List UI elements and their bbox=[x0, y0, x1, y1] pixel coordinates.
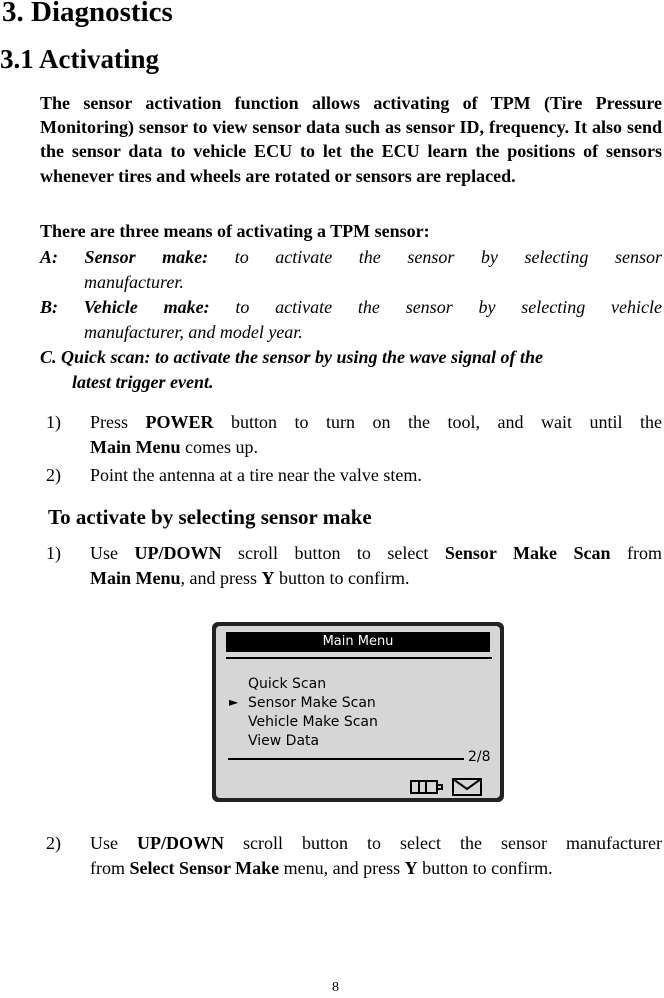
step-text: from bbox=[90, 858, 130, 878]
step-antenna bbox=[46, 463, 662, 488]
option-b-text: to activate the sensor by selecting vehicle bbox=[209, 297, 662, 317]
selection-arrow-icon: ► bbox=[229, 695, 239, 709]
step-text: comes up. bbox=[180, 437, 258, 457]
step-text: from bbox=[610, 543, 663, 563]
option-a-key: A: Sensor make: bbox=[40, 247, 209, 267]
menu-item-view-data[interactable]: View Data bbox=[248, 733, 320, 749]
option-c bbox=[40, 345, 662, 395]
step-text: Point the antenna at a tire near the valve stem. bbox=[90, 465, 422, 485]
option-c-text-cont: latest trigger event. bbox=[72, 372, 214, 392]
step-text: scroll button to select bbox=[221, 543, 445, 563]
screen-display bbox=[216, 626, 500, 798]
step-text: button to confirm. bbox=[274, 568, 410, 588]
section-heading: 3.1 Activating bbox=[0, 44, 159, 74]
page-number: 8 bbox=[332, 980, 339, 995]
step-number: 2) bbox=[46, 465, 61, 485]
step-text: button to turn on the tool, and wait until the bbox=[213, 412, 662, 432]
divider bbox=[226, 657, 492, 659]
step-text: menu, and press bbox=[279, 858, 405, 878]
step-text-bold: Sensor Make Scan bbox=[444, 543, 611, 563]
option-c-text: to activate the sensor by using the wave signal of the bbox=[150, 347, 544, 367]
menu-item-sensor-make-scan[interactable]: Sensor Make Scan bbox=[248, 695, 376, 711]
step-text: Use bbox=[90, 833, 138, 853]
step-text-bold: UP/DOWN bbox=[137, 833, 225, 853]
option-a-text-cont: manufacturer. bbox=[84, 272, 184, 292]
step-text-bold: Select Sensor Make bbox=[129, 858, 280, 878]
step-text: scroll button to select the sensor manufacturer bbox=[224, 833, 662, 853]
divider bbox=[228, 758, 464, 760]
step-number: 1) bbox=[46, 412, 61, 432]
battery-icon bbox=[410, 780, 438, 794]
step-number: 2) bbox=[46, 833, 61, 853]
step-text-bold: Y bbox=[261, 568, 275, 588]
option-b-key: B: Vehicle make: bbox=[40, 297, 210, 317]
step-text-bold: Main Menu bbox=[90, 437, 181, 457]
option-c-key: C. Quick scan: bbox=[40, 347, 151, 367]
step-text-bold: Main Menu bbox=[90, 568, 181, 588]
step-text: button to confirm. bbox=[417, 858, 553, 878]
step-number: 1) bbox=[46, 543, 61, 563]
step-text-bold: POWER bbox=[145, 412, 214, 432]
step-select-scan bbox=[46, 541, 662, 591]
page-heading: 3. Diagnostics bbox=[2, 0, 173, 28]
step-text: Press bbox=[90, 412, 146, 432]
menu-item-quick-scan[interactable]: Quick Scan bbox=[248, 676, 327, 692]
step-select-manufacturer bbox=[46, 831, 662, 881]
option-a-text: to activate the sensor by selecting sensor bbox=[208, 247, 663, 267]
step-power bbox=[46, 410, 662, 460]
step-text: Use bbox=[90, 543, 135, 563]
page-indicator: 2/8 bbox=[468, 749, 491, 765]
step-text-bold: UP/DOWN bbox=[134, 543, 222, 563]
battery-tip bbox=[438, 784, 443, 790]
mail-icon bbox=[452, 778, 482, 796]
step-text: , and press bbox=[180, 568, 262, 588]
intro-paragraph: The sensor activation function allows activating of TPM (Tire Pressure Monitoring) sensor to view sensor data such as sensor ID, frequency. It also send the sensor data to vehicle ECU to let the ECU learn the positions of sensors whenever tires and wheels are rotated or sensors are replaced. bbox=[40, 93, 662, 186]
subsection-title: To activate by selecting sensor make bbox=[48, 505, 372, 529]
option-b bbox=[40, 295, 662, 345]
menu-title: Main Menu bbox=[226, 632, 490, 652]
option-b-text-cont: manufacturer, and model year. bbox=[84, 322, 303, 342]
device-screen bbox=[212, 622, 504, 802]
step-text-bold: Y bbox=[404, 858, 418, 878]
menu-item-vehicle-make-scan[interactable]: Vehicle Make Scan bbox=[248, 714, 378, 730]
option-a bbox=[40, 245, 662, 295]
means-intro: There are three means of activating a TPM sensor: bbox=[40, 221, 430, 241]
